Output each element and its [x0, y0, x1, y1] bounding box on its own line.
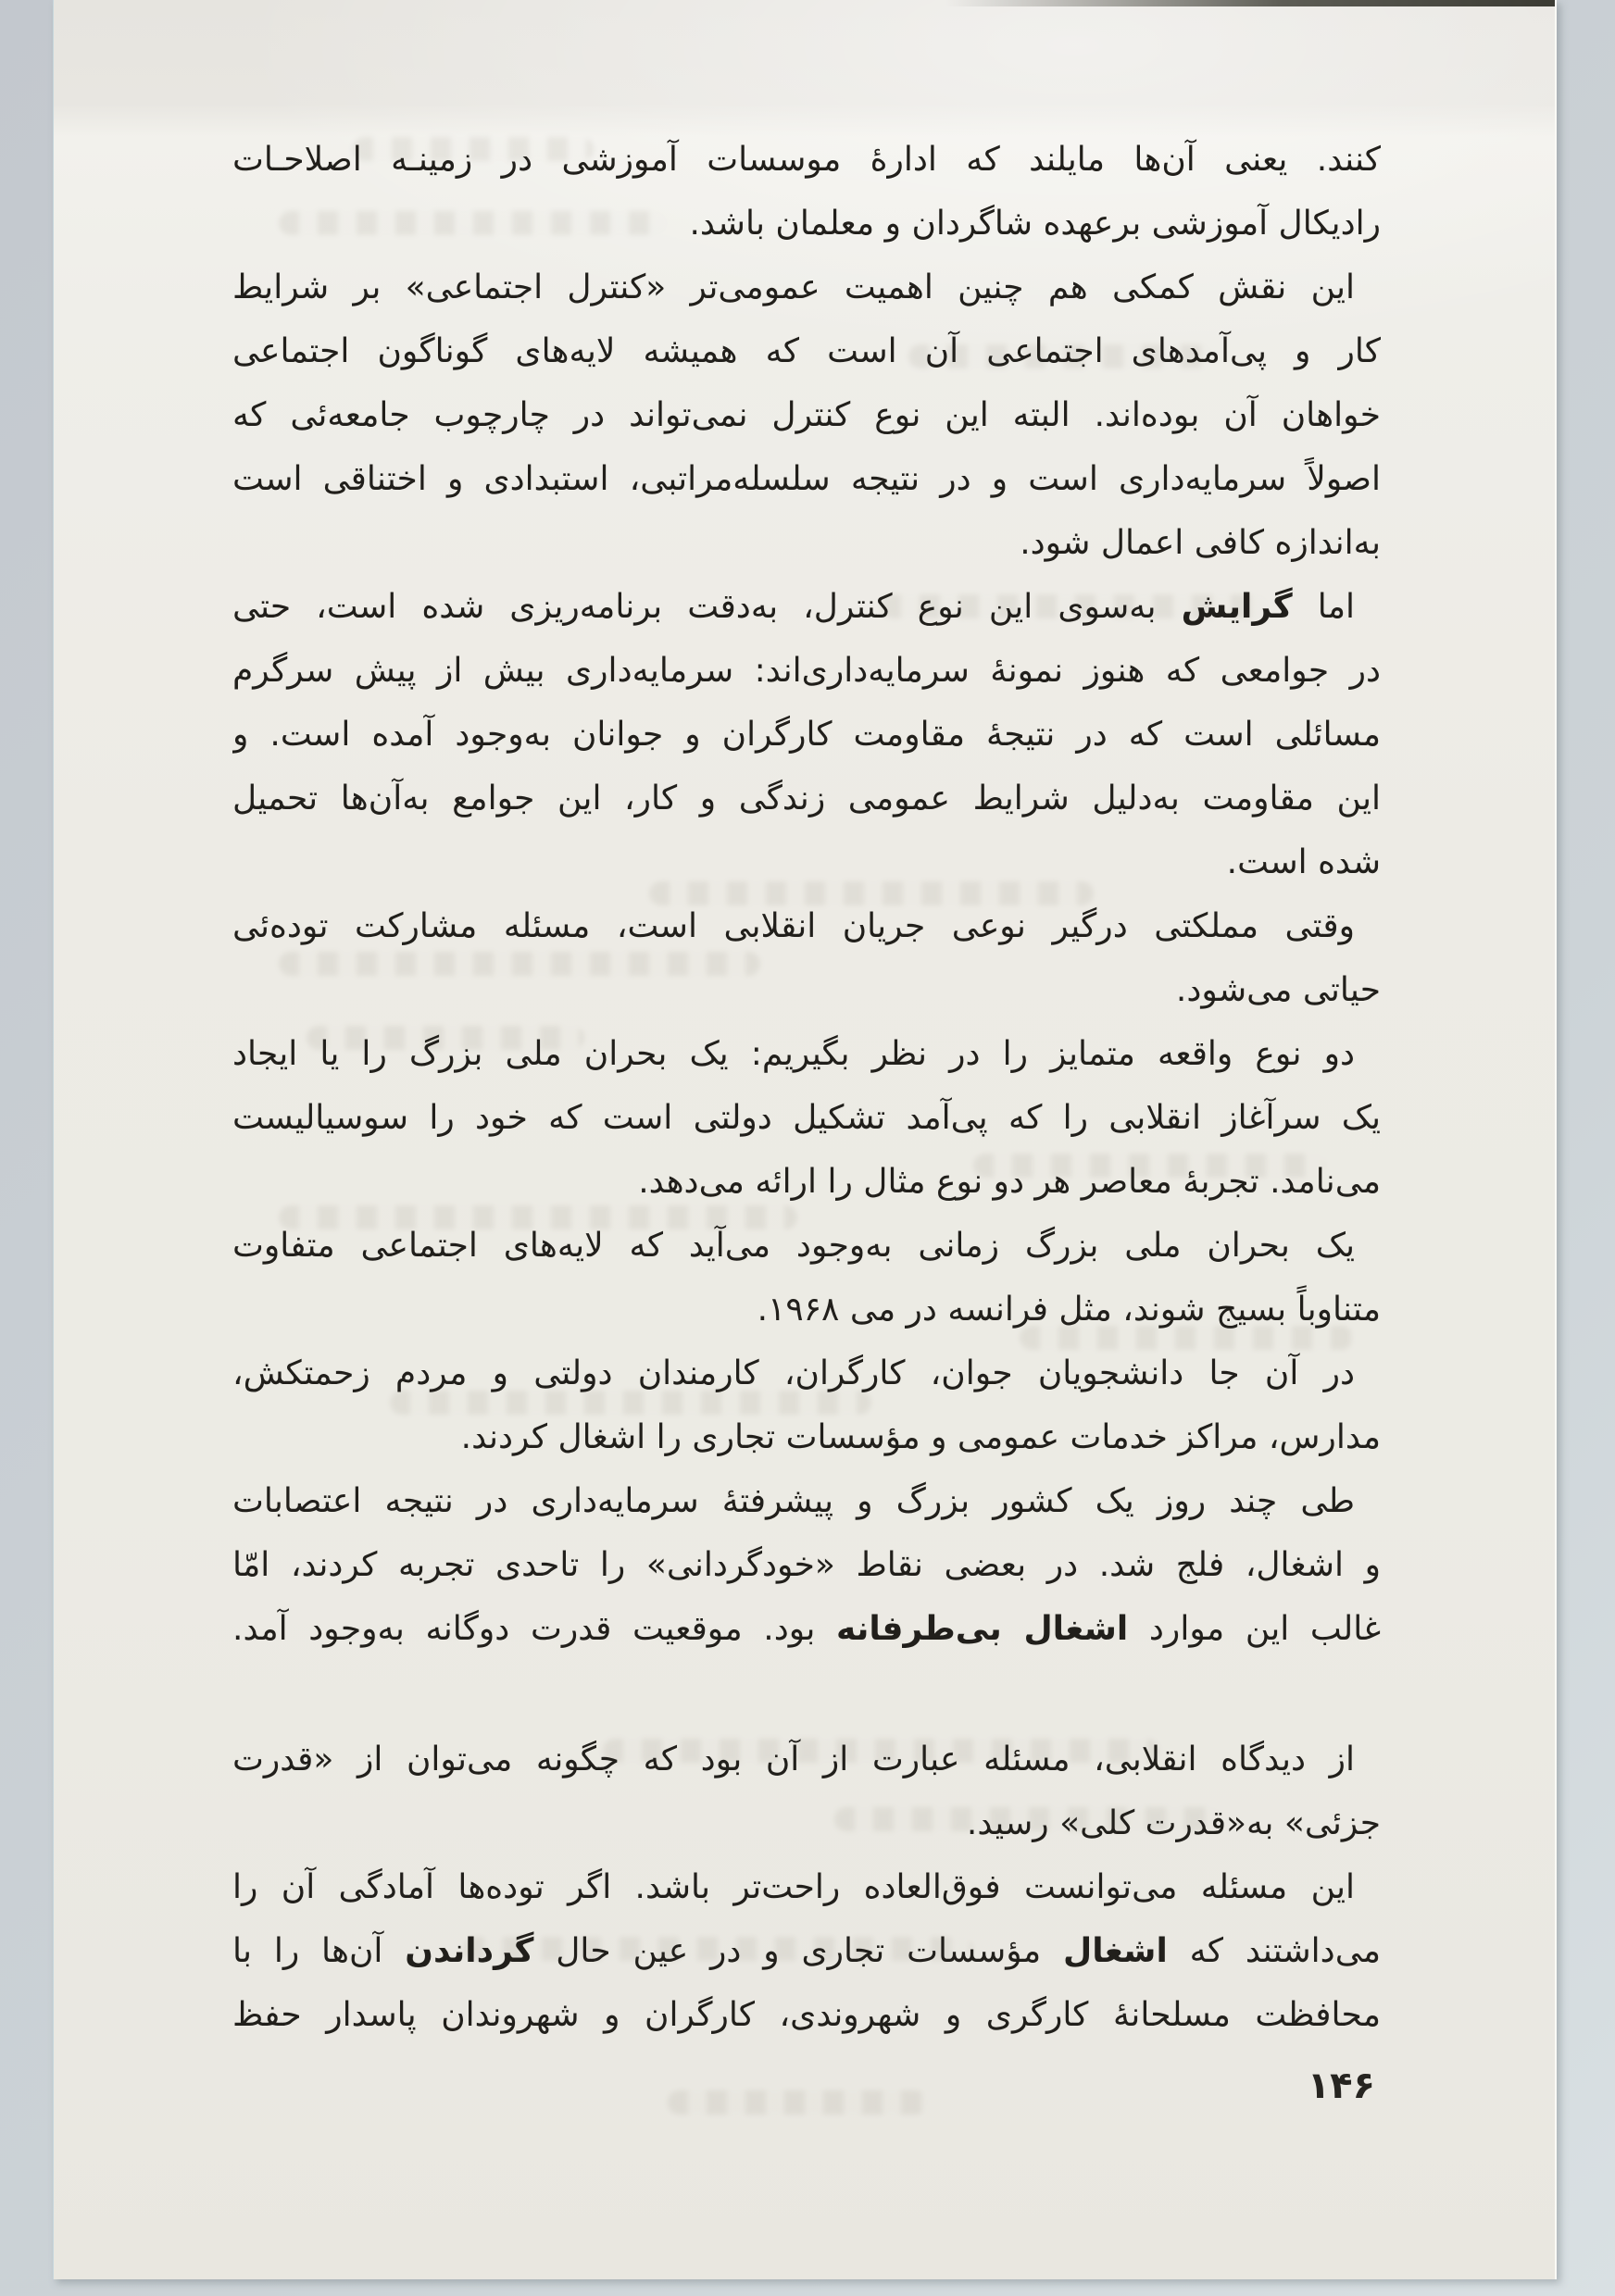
text-run: رادیکال آموزشی برعهده شاگردان و معلمان باشد.	[689, 205, 1381, 243]
paragraph	[232, 575, 1381, 894]
bold-text: اشغال بی‌طرفانه	[836, 1610, 1129, 1648]
text-run: اما	[1292, 588, 1355, 626]
bold-text: اشغال	[1062, 1932, 1168, 1970]
text-run: متناوباً بسیج شوند، مثل فرانسه در می ۱۹۶۸.	[757, 1291, 1381, 1329]
paragraph	[232, 1855, 1381, 2047]
text-line	[232, 1533, 1381, 1597]
text-run: می‌نامد. تجربهٔ معاصر هر دو نوع مثال را ارائه می‌دهد.	[638, 1163, 1381, 1201]
text-run: حیاتی می‌شود.	[1175, 971, 1381, 1009]
text-line	[232, 192, 1381, 256]
text-line	[232, 894, 1381, 958]
text-run: و اشغال، فلج شد. در بعضی نقاط «خودگردانی» را تاحدی تجربه کردند، امّا	[232, 1546, 1381, 1584]
text-line	[232, 319, 1381, 383]
text-line	[232, 1150, 1381, 1214]
text-run: یک سرآغاز انقلابی را که پی‌آمد تشکیل دولتی است که خود را سوسیالیست	[232, 1099, 1381, 1137]
text-run: مدارس، مراکز خدمات عمومی و مؤسسات تجاری را اشغال کردند.	[460, 1418, 1381, 1456]
paragraph	[232, 1728, 1381, 1855]
paragraph	[232, 1341, 1381, 1469]
text-run: جزئی» به«قدرت کلی» رسید.	[966, 1804, 1381, 1842]
bold-text: گرایش	[1181, 588, 1293, 626]
text-run: خواهان آن بوده‌اند. البته این نوع کنترل نمی‌تواند در چارچوب جامعه‌ئی که	[232, 396, 1381, 434]
text-line	[232, 575, 1381, 639]
text-line	[232, 1022, 1381, 1086]
text-run: وقتی مملکتی درگیر نوعی جریان انقلابی است، مسئله مشارکت توده‌ئی	[232, 907, 1355, 945]
show-through-ghost	[668, 2090, 927, 2115]
text-run: مؤسسات تجاری و در عین حال	[533, 1932, 1063, 1970]
text-run: در جوامعی که هنوز نمونهٔ سرمایه‌داری‌اند: سرمایه‌داری بیش از پیش سرگرم	[232, 652, 1381, 690]
page-number: ۱۴۶	[1307, 2065, 1375, 2107]
text-line	[232, 256, 1381, 319]
text-run: از دیدگاه انقلابی، مسئله عبارت از آن بود که چگونه می‌توان از «قدرت	[232, 1741, 1355, 1778]
text-run: به‌سوی این نوع کنترل، به‌دقت برنامه‌ریزی شده است، حتی	[232, 588, 1182, 626]
book-page	[53, 0, 1557, 2279]
text-run: یک بحران ملی بزرگ زمانی به‌وجود می‌آید که لایه‌های اجتماعی متفاوت	[232, 1227, 1355, 1265]
paragraph	[232, 1469, 1381, 1661]
text-line	[232, 703, 1381, 767]
text-line	[232, 958, 1381, 1022]
text-run: کار و پی‌آمدهای اجتماعی آن است که همیشه لایه‌های گوناگون اجتماعی	[232, 332, 1381, 370]
text-run: این مسئله می‌توانست فوق‌العاده راحت‌تر باشد. اگر توده‌ها آمادگی آن را	[232, 1868, 1355, 1906]
text-run: این نقش کمکی هم چنین اهمیت عمومی‌تر «کنترل اجتماعی» بر شرایط	[232, 268, 1355, 306]
text-line	[232, 1728, 1381, 1791]
page-text	[232, 128, 1381, 2047]
text-line	[232, 1278, 1381, 1341]
text-line	[232, 767, 1381, 830]
paragraph	[232, 1214, 1381, 1341]
text-run: در آن جا دانشجویان جوان، کارگران، کارمندان دولتی و مردم زحمتکش،	[232, 1354, 1355, 1392]
text-run: بود. موقعیت قدرت دوگانه به‌وجود آمد.	[232, 1610, 837, 1648]
text-line	[232, 1597, 1381, 1661]
text-line	[232, 1469, 1381, 1533]
text-run: شده است.	[1226, 843, 1381, 881]
text-run: کنند. یعنی آن‌ها مایلند که ادارهٔ موسسات آموزشی در زمینـه اصلاحـات	[232, 141, 1381, 179]
text-line	[232, 1341, 1381, 1405]
paragraph	[232, 1022, 1381, 1214]
text-line	[232, 1791, 1381, 1855]
bold-text: گرداندن	[405, 1932, 534, 1970]
text-line	[232, 511, 1381, 575]
text-run: این مقاومت به‌دلیل شرایط عمومی زندگی و کار، این جوامع به‌آن‌ها تحمیل	[232, 780, 1381, 817]
text-run: آن‌ها را با	[232, 1932, 406, 1970]
text-run: طی چند روز یک کشور بزرگ و پیشرفتهٔ سرمایه‌داری در نتیجه اعتصابات	[232, 1482, 1355, 1520]
paragraph	[232, 256, 1381, 575]
text-run: اصولاً سرمایه‌داری است و در نتیجه سلسله‌مراتبی، استبدادی و اختناقی است	[232, 460, 1381, 498]
text-run: مسائلی است که در نتیجهٔ مقاومت کارگران و جوانان به‌وجود آمده است. و	[232, 716, 1381, 754]
text-line	[232, 1214, 1381, 1278]
scan-top-shadow	[945, 0, 1555, 6]
text-line	[232, 1855, 1381, 1919]
text-line	[232, 383, 1381, 447]
text-run: محافظت مسلحانهٔ کارگری و شهروندی، کارگران و شهروندان پاسدار حفظ	[232, 1996, 1381, 2034]
text-run: غالب این موارد	[1128, 1610, 1381, 1648]
text-line	[232, 128, 1381, 192]
text-run: دو نوع واقعه متمایز را در نظر بگیریم: یک بحران ملی بزرگ را یا ایجاد	[232, 1035, 1355, 1073]
text-line	[232, 1919, 1381, 1983]
text-line	[232, 1086, 1381, 1150]
text-line	[232, 639, 1381, 703]
paragraph	[232, 128, 1381, 256]
text-run: به‌اندازه کافی اعمال شود.	[1020, 524, 1381, 562]
paragraph	[232, 894, 1381, 1022]
text-line	[232, 1405, 1381, 1469]
text-line	[232, 447, 1381, 511]
text-run: می‌داشتند که	[1167, 1932, 1381, 1970]
text-line	[232, 1983, 1381, 2047]
text-line	[232, 830, 1381, 894]
